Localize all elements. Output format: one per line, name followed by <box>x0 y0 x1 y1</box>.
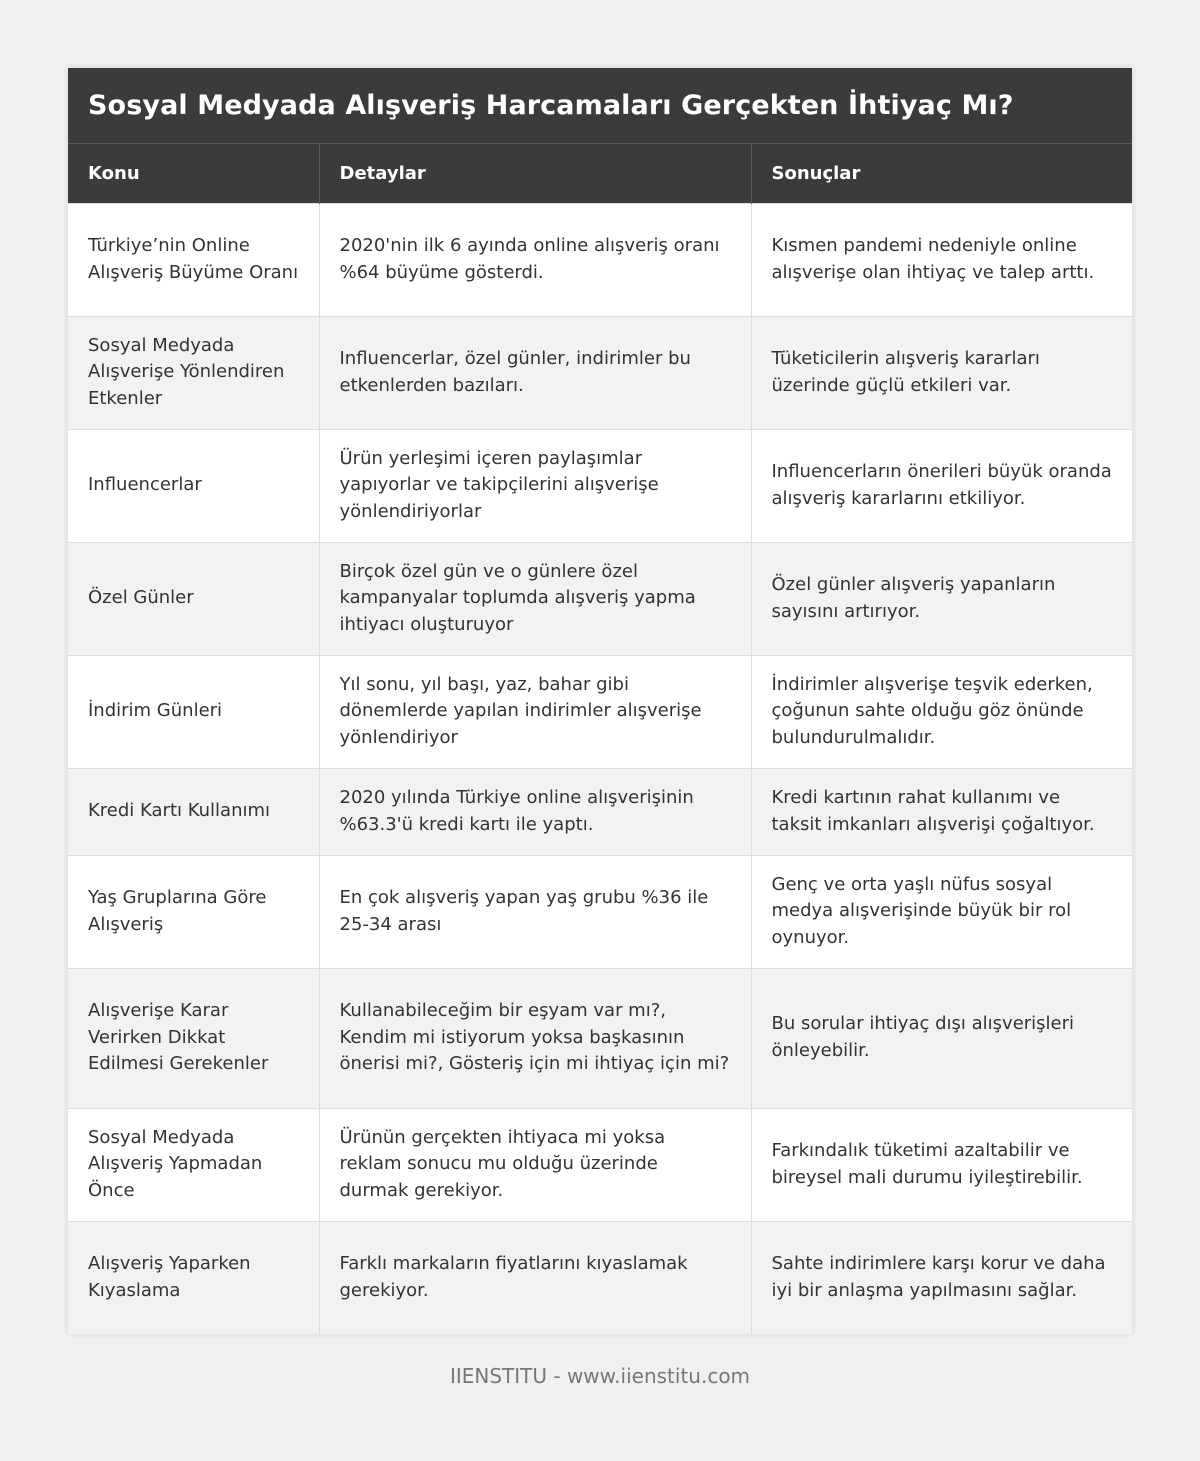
cell-konu: Sosyal Medyada Alışveriş Yapmadan Önce <box>68 1108 319 1221</box>
cell-detaylar: En çok alışveriş yapan yaş grubu %36 ile 25-34 arası <box>319 855 751 968</box>
table-row <box>68 768 1132 855</box>
cell-konu: Yaş Gruplarına Göre Alışveriş <box>68 855 319 968</box>
cell-konu: Kredi Kartı Kullanımı <box>68 768 319 855</box>
cell-sonuclar: Farkındalık tüketimi azaltabilir ve bireysel mali durumu iyileştirebilir. <box>751 1108 1132 1221</box>
footer-credit: IIENSTITU - www.iienstitu.com <box>449 1364 751 1388</box>
cell-konu: Türkiye’nin Online Alışveriş Büyüme Oranı <box>68 203 319 316</box>
header-row <box>68 144 1132 203</box>
cell-konu: İndirim Günleri <box>68 655 319 768</box>
cell-detaylar: Birçok özel gün ve o günlere özel kampanyalar toplumda alışveriş yapma ihtiyacı oluşturuyor <box>319 542 751 655</box>
cell-sonuclar: Kısmen pandemi nedeniyle online alışverişe olan ihtiyaç ve talep arttı. <box>751 203 1132 316</box>
cell-sonuclar: Sahte indirimlere karşı korur ve daha iyi bir anlaşma yapılmasını sağlar. <box>751 1221 1132 1334</box>
table-row <box>68 968 1132 1108</box>
page-title: Sosyal Medyada Alışveriş Harcamaları Gerçekten İhtiyaç Mı? <box>88 90 1014 121</box>
cell-detaylar: Influencerlar, özel günler, indirimler bu etkenlerden bazıları. <box>319 316 751 429</box>
cell-konu: Alışveriş Yaparken Kıyaslama <box>68 1221 319 1334</box>
table-row <box>68 429 1132 542</box>
table-row <box>68 655 1132 768</box>
cell-sonuclar: Influencerların önerileri büyük oranda alışveriş kararlarını etkiliyor. <box>751 429 1132 542</box>
cell-konu: Alışverişe Karar Verirken Dikkat Edilmesi Gerekenler <box>68 968 319 1108</box>
cell-detaylar: Yıl sonu, yıl başı, yaz, bahar gibi dönemlerde yapılan indirimler alışverişe yönlendiriyor <box>319 655 751 768</box>
cell-konu: Influencerlar <box>68 429 319 542</box>
table-card <box>68 68 1132 1334</box>
table-row <box>68 542 1132 655</box>
cell-detaylar: Farklı markaların fiyatlarını kıyaslamak gerekiyor. <box>319 1221 751 1334</box>
cell-sonuclar: İndirimler alışverişe teşvik ederken, çoğunun sahte olduğu göz önünde bulundurulmalıdır. <box>751 655 1132 768</box>
data-table <box>68 144 1132 1334</box>
title-bar <box>68 68 1132 144</box>
column-header-konu: Konu <box>68 144 319 203</box>
cell-sonuclar: Kredi kartının rahat kullanımı ve taksit imkanları alışverişi çoğaltıyor. <box>751 768 1132 855</box>
column-header-sonuclar: Sonuçlar <box>751 144 1132 203</box>
cell-konu: Özel Günler <box>68 542 319 655</box>
cell-sonuclar: Tüketicilerin alışveriş kararları üzerinde güçlü etkileri var. <box>751 316 1132 429</box>
cell-sonuclar: Bu sorular ihtiyaç dışı alışverişleri önleyebilir. <box>751 968 1132 1108</box>
column-header-detaylar: Detaylar <box>319 144 751 203</box>
cell-sonuclar: Genç ve orta yaşlı nüfus sosyal medya alışverişinde büyük bir rol oynuyor. <box>751 855 1132 968</box>
table-row <box>68 316 1132 429</box>
cell-konu: Sosyal Medyada Alışverişe Yönlendiren Etkenler <box>68 316 319 429</box>
cell-detaylar: 2020 yılında Türkiye online alışverişinin %63.3'ü kredi kartı ile yaptı. <box>319 768 751 855</box>
table-row <box>68 1108 1132 1221</box>
table-row <box>68 855 1132 968</box>
cell-detaylar: 2020'nin ilk 6 ayında online alışveriş oranı %64 büyüme gösterdi. <box>319 203 751 316</box>
cell-detaylar: Ürünün gerçekten ihtiyaca mi yoksa reklam sonucu mu olduğu üzerinde durmak gerekiyor. <box>319 1108 751 1221</box>
cell-detaylar: Ürün yerleşimi içeren paylaşımlar yapıyorlar ve takipçilerini alışverişe yönlendiriyorlar <box>319 429 751 542</box>
cell-detaylar: Kullanabileceğim bir eşyam var mı?, Kendim mi istiyorum yoksa başkasının önerisi mi?, Gösteriş için mi ihtiyaç için mi? <box>319 968 751 1108</box>
cell-sonuclar: Özel günler alışveriş yapanların sayısını artırıyor. <box>751 542 1132 655</box>
table-row <box>68 203 1132 316</box>
table-row <box>68 1221 1132 1334</box>
